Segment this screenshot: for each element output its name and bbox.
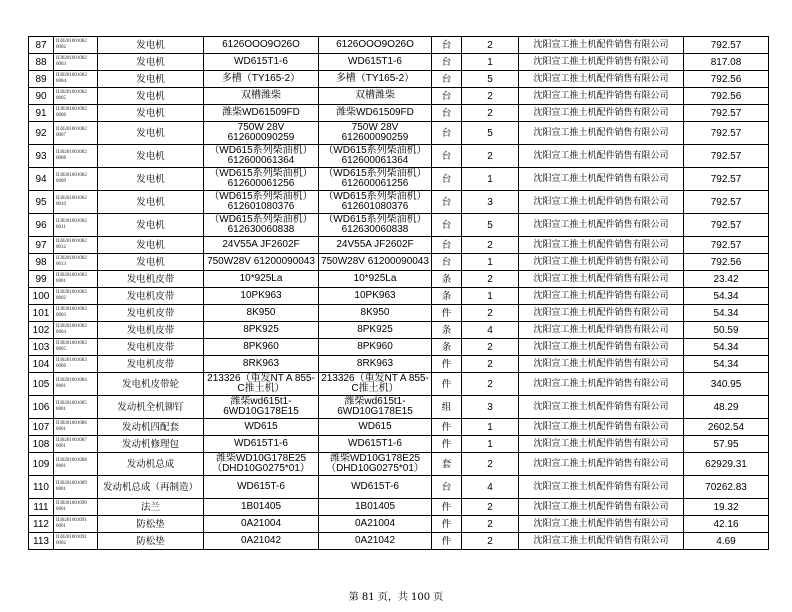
table-row xyxy=(29,254,769,271)
quantity-cell: 1 xyxy=(462,288,519,305)
spec-model-alt-cell: 多槽（TY165-2） xyxy=(319,71,432,88)
supplier-name-cell: 沈阳宣工推土机配件销售有限公司 xyxy=(519,214,684,237)
unit-cell: 条 xyxy=(432,339,462,356)
spec-model-cell: 多槽（TY165-2） xyxy=(204,71,319,88)
item-name-cell: 发电机 xyxy=(98,105,204,122)
row-number-cell: 91 xyxy=(29,105,54,122)
spec-model-alt-cell: 6126OOO9O26O xyxy=(319,37,432,54)
material-code-cell: II30201001083 0004 xyxy=(54,322,98,339)
table-row xyxy=(29,168,769,191)
table-body xyxy=(29,37,769,550)
spec-model-cell: 1B01405 xyxy=(204,499,319,516)
spec-model-cell: WD615T1-6 xyxy=(204,54,319,71)
supplier-name-cell: 沈阳宣工推土机配件销售有限公司 xyxy=(519,516,684,533)
table-row xyxy=(29,214,769,237)
supplier-name-cell: 沈阳宣工推土机配件销售有限公司 xyxy=(519,533,684,550)
spec-model-cell: 8RK963 xyxy=(204,356,319,373)
table-row xyxy=(29,191,769,214)
unit-price-cell: 54.34 xyxy=(684,339,769,356)
unit-cell: 件 xyxy=(432,419,462,436)
unit-price-cell: 792.57 xyxy=(684,237,769,254)
unit-price-cell: 42.16 xyxy=(684,516,769,533)
material-code-cell: II30201001089 0001 xyxy=(54,476,98,499)
supplier-name-cell: 沈阳宣工推土机配件销售有限公司 xyxy=(519,339,684,356)
unit-price-cell: 792.57 xyxy=(684,191,769,214)
row-number-cell: 89 xyxy=(29,71,54,88)
spec-model-alt-cell: WD615 xyxy=(319,419,432,436)
row-number-cell: 107 xyxy=(29,419,54,436)
row-number-cell: 95 xyxy=(29,191,54,214)
spec-model-alt-cell: 8PK925 xyxy=(319,322,432,339)
unit-price-cell: 792.56 xyxy=(684,88,769,105)
table-row xyxy=(29,476,769,499)
spec-model-alt-cell: 8K950 xyxy=(319,305,432,322)
unit-cell: 台 xyxy=(432,476,462,499)
table-row xyxy=(29,105,769,122)
material-code-cell: II30201001091 0001 xyxy=(54,516,98,533)
supplier-name-cell: 沈阳宣工推土机配件销售有限公司 xyxy=(519,453,684,476)
spec-model-cell: 潍柴wd615t1-6WD10G178E15 xyxy=(204,396,319,419)
spec-model-cell: WD615 xyxy=(204,419,319,436)
material-code-cell: II30201001082 0008 xyxy=(54,145,98,168)
spec-model-cell: 8PK960 xyxy=(204,339,319,356)
table-row xyxy=(29,54,769,71)
item-name-cell: 发电机 xyxy=(98,88,204,105)
row-number-cell: 101 xyxy=(29,305,54,322)
unit-cell: 台 xyxy=(432,88,462,105)
spec-model-cell: 8K950 xyxy=(204,305,319,322)
supplier-name-cell: 沈阳宣工推土机配件销售有限公司 xyxy=(519,237,684,254)
item-name-cell: 发电机皮带 xyxy=(98,288,204,305)
unit-cell: 条 xyxy=(432,322,462,339)
material-code-cell: II30201001082 0013 xyxy=(54,254,98,271)
quantity-cell: 2 xyxy=(462,37,519,54)
row-number-cell: 112 xyxy=(29,516,54,533)
spec-model-alt-cell: 潍柴WD10G178E25（DHD10G0275*01） xyxy=(319,453,432,476)
material-code-cell: II30201001087 0001 xyxy=(54,436,98,453)
item-name-cell: 发动机修理包 xyxy=(98,436,204,453)
supplier-name-cell: 沈阳宣工推土机配件销售有限公司 xyxy=(519,105,684,122)
spec-model-cell: 10PK963 xyxy=(204,288,319,305)
table-row xyxy=(29,322,769,339)
row-number-cell: 102 xyxy=(29,322,54,339)
quantity-cell: 4 xyxy=(462,476,519,499)
supplier-name-cell: 沈阳宣工推土机配件销售有限公司 xyxy=(519,122,684,145)
item-name-cell: 发电机 xyxy=(98,214,204,237)
supplier-name-cell: 沈阳宣工推土机配件销售有限公司 xyxy=(519,305,684,322)
quantity-cell: 2 xyxy=(462,305,519,322)
supplier-name-cell: 沈阳宣工推土机配件销售有限公司 xyxy=(519,436,684,453)
material-code-cell: II30201001090 0001 xyxy=(54,499,98,516)
supplier-name-cell: 沈阳宣工推土机配件销售有限公司 xyxy=(519,145,684,168)
spec-model-alt-cell: WD615T1-6 xyxy=(319,54,432,71)
spec-model-alt-cell: （WD615系列柴油机）612600061364 xyxy=(319,145,432,168)
unit-cell: 件 xyxy=(432,436,462,453)
spec-model-cell: （WD615系列柴油机）612601080376 xyxy=(204,191,319,214)
quantity-cell: 2 xyxy=(462,88,519,105)
material-code-cell: II30201001082 0009 xyxy=(54,168,98,191)
quantity-cell: 1 xyxy=(462,419,519,436)
quantity-cell: 2 xyxy=(462,237,519,254)
unit-price-cell: 54.34 xyxy=(684,288,769,305)
unit-price-cell: 70262.83 xyxy=(684,476,769,499)
spec-model-cell: （WD615系列柴油机）612600061364 xyxy=(204,145,319,168)
item-name-cell: 发动机总成 xyxy=(98,453,204,476)
unit-price-cell: 792.57 xyxy=(684,214,769,237)
supplier-name-cell: 沈阳宣工推土机配件销售有限公司 xyxy=(519,419,684,436)
spec-model-cell: 6126OOO9O26O xyxy=(204,37,319,54)
unit-price-cell: 54.34 xyxy=(684,356,769,373)
material-code-cell: II30201001083 0001 xyxy=(54,271,98,288)
material-code-cell: II30201001083 0005 xyxy=(54,339,98,356)
table-row xyxy=(29,237,769,254)
spec-model-cell: （WD615系列柴油机）612600061256 xyxy=(204,168,319,191)
item-name-cell: 发电机皮带 xyxy=(98,271,204,288)
row-number-cell: 93 xyxy=(29,145,54,168)
spec-model-cell: 潍柴WD10G178E25（DHD10G0275*01） xyxy=(204,453,319,476)
item-name-cell: 发电机 xyxy=(98,122,204,145)
material-code-cell: II30201001082 0011 xyxy=(54,214,98,237)
quantity-cell: 2 xyxy=(462,271,519,288)
material-code-cell: II30201001082 0004 xyxy=(54,71,98,88)
supplier-name-cell: 沈阳宣工推土机配件销售有限公司 xyxy=(519,373,684,396)
quantity-cell: 1 xyxy=(462,54,519,71)
material-code-cell: II30201001083 0002 xyxy=(54,288,98,305)
spec-model-alt-cell: 双槽潍柴 xyxy=(319,88,432,105)
unit-price-cell: 4.69 xyxy=(684,533,769,550)
spec-model-alt-cell: 1B01405 xyxy=(319,499,432,516)
unit-cell: 台 xyxy=(432,254,462,271)
quantity-cell: 2 xyxy=(462,453,519,476)
quantity-cell: 3 xyxy=(462,191,519,214)
material-code-cell: II30201001082 0007 xyxy=(54,122,98,145)
spec-model-cell: 750W28V 61200090043 xyxy=(204,254,319,271)
row-number-cell: 106 xyxy=(29,396,54,419)
item-name-cell: 防松垫 xyxy=(98,533,204,550)
item-name-cell: 防松垫 xyxy=(98,516,204,533)
quantity-cell: 1 xyxy=(462,168,519,191)
unit-price-cell: 54.34 xyxy=(684,305,769,322)
spec-model-alt-cell: 10*925La xyxy=(319,271,432,288)
material-code-cell: II30201001084 0001 xyxy=(54,373,98,396)
item-name-cell: 发电机 xyxy=(98,37,204,54)
row-number-cell: 87 xyxy=(29,37,54,54)
unit-cell: 套 xyxy=(432,453,462,476)
item-name-cell: 发电机皮带 xyxy=(98,305,204,322)
unit-price-cell: 48.29 xyxy=(684,396,769,419)
item-name-cell: 发电机 xyxy=(98,145,204,168)
table-row xyxy=(29,37,769,54)
unit-price-cell: 792.57 xyxy=(684,37,769,54)
unit-cell: 条 xyxy=(432,288,462,305)
spec-model-alt-cell: 8RK963 xyxy=(319,356,432,373)
quantity-cell: 2 xyxy=(462,516,519,533)
unit-price-cell: 57.95 xyxy=(684,436,769,453)
unit-cell: 台 xyxy=(432,214,462,237)
row-number-cell: 97 xyxy=(29,237,54,254)
supplier-name-cell: 沈阳宣工推土机配件销售有限公司 xyxy=(519,71,684,88)
parts-table xyxy=(28,36,769,550)
table-row xyxy=(29,453,769,476)
table-row xyxy=(29,288,769,305)
unit-price-cell: 817.08 xyxy=(684,54,769,71)
table-row xyxy=(29,396,769,419)
spec-model-cell: （WD615系列柴油机）612630060838 xyxy=(204,214,319,237)
unit-cell: 台 xyxy=(432,37,462,54)
quantity-cell: 5 xyxy=(462,71,519,88)
spec-model-alt-cell: WD615T-6 xyxy=(319,476,432,499)
parts-table-container xyxy=(28,36,769,550)
unit-cell: 台 xyxy=(432,145,462,168)
unit-price-cell: 792.57 xyxy=(684,105,769,122)
table-row xyxy=(29,436,769,453)
row-number-cell: 105 xyxy=(29,373,54,396)
spec-model-alt-cell: 8PK960 xyxy=(319,339,432,356)
spec-model-cell: WD615T-6 xyxy=(204,476,319,499)
spec-model-cell: 双槽潍柴 xyxy=(204,88,319,105)
unit-price-cell: 62929.31 xyxy=(684,453,769,476)
quantity-cell: 5 xyxy=(462,214,519,237)
row-number-cell: 108 xyxy=(29,436,54,453)
quantity-cell: 2 xyxy=(462,339,519,356)
quantity-cell: 1 xyxy=(462,254,519,271)
supplier-name-cell: 沈阳宣工推土机配件销售有限公司 xyxy=(519,54,684,71)
quantity-cell: 2 xyxy=(462,105,519,122)
row-number-cell: 88 xyxy=(29,54,54,71)
spec-model-alt-cell: 24V55A JF2602F xyxy=(319,237,432,254)
supplier-name-cell: 沈阳宣工推土机配件销售有限公司 xyxy=(519,476,684,499)
supplier-name-cell: 沈阳宣工推土机配件销售有限公司 xyxy=(519,288,684,305)
spec-model-alt-cell: （WD615系列柴油机）612630060838 xyxy=(319,214,432,237)
unit-price-cell: 340.95 xyxy=(684,373,769,396)
material-code-cell: II30201001082 0006 xyxy=(54,105,98,122)
unit-cell: 件 xyxy=(432,373,462,396)
table-row xyxy=(29,271,769,288)
unit-cell: 条 xyxy=(432,271,462,288)
row-number-cell: 103 xyxy=(29,339,54,356)
unit-cell: 台 xyxy=(432,191,462,214)
row-number-cell: 100 xyxy=(29,288,54,305)
item-name-cell: 发电机皮带 xyxy=(98,356,204,373)
unit-cell: 件 xyxy=(432,516,462,533)
spec-model-alt-cell: （WD615系列柴油机）612600061256 xyxy=(319,168,432,191)
spec-model-alt-cell: 750W28V 61200090043 xyxy=(319,254,432,271)
item-name-cell: 发电机皮带轮 xyxy=(98,373,204,396)
unit-cell: 组 xyxy=(432,396,462,419)
quantity-cell: 2 xyxy=(462,356,519,373)
supplier-name-cell: 沈阳宣工推土机配件销售有限公司 xyxy=(519,37,684,54)
material-code-cell: II30201001088 0001 xyxy=(54,453,98,476)
quantity-cell: 2 xyxy=(462,499,519,516)
row-number-cell: 99 xyxy=(29,271,54,288)
spec-model-cell: 0A21004 xyxy=(204,516,319,533)
spec-model-alt-cell: WD615T1-6 xyxy=(319,436,432,453)
page-footer: 第 81 页，共 100 页 xyxy=(348,592,444,603)
spec-model-alt-cell: 0A21042 xyxy=(319,533,432,550)
table-row xyxy=(29,516,769,533)
spec-model-cell: 24V55A JF2602F xyxy=(204,237,319,254)
spec-model-alt-cell: 213326（重发NT A 855-C推土机） xyxy=(319,373,432,396)
row-number-cell: 110 xyxy=(29,476,54,499)
row-number-cell: 96 xyxy=(29,214,54,237)
unit-price-cell: 792.56 xyxy=(684,71,769,88)
row-number-cell: 113 xyxy=(29,533,54,550)
spec-model-cell: 潍柴WD61509FD xyxy=(204,105,319,122)
table-row xyxy=(29,88,769,105)
material-code-cell: II30201001082 0003 xyxy=(54,54,98,71)
table-row xyxy=(29,499,769,516)
spec-model-alt-cell: （WD615系列柴油机）612601080376 xyxy=(319,191,432,214)
unit-cell: 台 xyxy=(432,54,462,71)
quantity-cell: 2 xyxy=(462,373,519,396)
unit-price-cell: 19.32 xyxy=(684,499,769,516)
spec-model-alt-cell: 0A21004 xyxy=(319,516,432,533)
unit-cell: 台 xyxy=(432,122,462,145)
row-number-cell: 94 xyxy=(29,168,54,191)
spec-model-cell: 10*925La xyxy=(204,271,319,288)
spec-model-alt-cell: 750W 28V 612600090259 xyxy=(319,122,432,145)
spec-model-cell: 213326（重发NT A 855-C推土机） xyxy=(204,373,319,396)
item-name-cell: 法兰 xyxy=(98,499,204,516)
item-name-cell: 发电机 xyxy=(98,254,204,271)
supplier-name-cell: 沈阳宣工推土机配件销售有限公司 xyxy=(519,191,684,214)
supplier-name-cell: 沈阳宣工推土机配件销售有限公司 xyxy=(519,356,684,373)
supplier-name-cell: 沈阳宣工推土机配件销售有限公司 xyxy=(519,88,684,105)
table-row xyxy=(29,533,769,550)
table-row xyxy=(29,356,769,373)
supplier-name-cell: 沈阳宣工推土机配件销售有限公司 xyxy=(519,322,684,339)
unit-cell: 台 xyxy=(432,237,462,254)
material-code-cell: II30201001082 0010 xyxy=(54,191,98,214)
supplier-name-cell: 沈阳宣工推土机配件销售有限公司 xyxy=(519,254,684,271)
row-number-cell: 104 xyxy=(29,356,54,373)
quantity-cell: 2 xyxy=(462,145,519,168)
unit-cell: 件 xyxy=(432,305,462,322)
unit-cell: 台 xyxy=(432,168,462,191)
item-name-cell: 发动机总成（再制造） xyxy=(98,476,204,499)
item-name-cell: 发动机全机铆钉 xyxy=(98,396,204,419)
unit-price-cell: 792.57 xyxy=(684,122,769,145)
item-name-cell: 发电机 xyxy=(98,237,204,254)
unit-cell: 件 xyxy=(432,356,462,373)
table-row xyxy=(29,373,769,396)
unit-cell: 台 xyxy=(432,71,462,88)
item-name-cell: 发电机 xyxy=(98,54,204,71)
unit-price-cell: 792.56 xyxy=(684,254,769,271)
item-name-cell: 发电机皮带 xyxy=(98,339,204,356)
spec-model-alt-cell: 潍柴wd615t1-6WD10G178E15 xyxy=(319,396,432,419)
unit-cell: 件 xyxy=(432,499,462,516)
material-code-cell: II30201001082 0005 xyxy=(54,88,98,105)
material-code-cell: II30201001082 0002 xyxy=(54,37,98,54)
unit-price-cell: 2602.54 xyxy=(684,419,769,436)
unit-cell: 件 xyxy=(432,533,462,550)
row-number-cell: 90 xyxy=(29,88,54,105)
material-code-cell: II30201001085 0001 xyxy=(54,396,98,419)
supplier-name-cell: 沈阳宣工推土机配件销售有限公司 xyxy=(519,396,684,419)
item-name-cell: 发电机 xyxy=(98,191,204,214)
quantity-cell: 5 xyxy=(462,122,519,145)
supplier-name-cell: 沈阳宣工推土机配件销售有限公司 xyxy=(519,499,684,516)
material-code-cell: II30201001083 0003 xyxy=(54,305,98,322)
item-name-cell: 发电机 xyxy=(98,168,204,191)
unit-cell: 台 xyxy=(432,105,462,122)
table-row xyxy=(29,419,769,436)
table-row xyxy=(29,339,769,356)
item-name-cell: 发动机四配套 xyxy=(98,419,204,436)
row-number-cell: 111 xyxy=(29,499,54,516)
item-name-cell: 发电机皮带 xyxy=(98,322,204,339)
supplier-name-cell: 沈阳宣工推土机配件销售有限公司 xyxy=(519,168,684,191)
quantity-cell: 4 xyxy=(462,322,519,339)
table-row xyxy=(29,71,769,88)
table-row xyxy=(29,305,769,322)
spec-model-cell: WD615T1-6 xyxy=(204,436,319,453)
spec-model-alt-cell: 10PK963 xyxy=(319,288,432,305)
row-number-cell: 92 xyxy=(29,122,54,145)
unit-price-cell: 792.57 xyxy=(684,168,769,191)
quantity-cell: 2 xyxy=(462,533,519,550)
material-code-cell: II30201001091 0002 xyxy=(54,533,98,550)
row-number-cell: 109 xyxy=(29,453,54,476)
unit-price-cell: 23.42 xyxy=(684,271,769,288)
unit-price-cell: 792.57 xyxy=(684,145,769,168)
item-name-cell: 发电机 xyxy=(98,71,204,88)
row-number-cell: 98 xyxy=(29,254,54,271)
spec-model-cell: 0A21042 xyxy=(204,533,319,550)
spec-model-cell: 750W 28V 612600090259 xyxy=(204,122,319,145)
spec-model-cell: 8PK925 xyxy=(204,322,319,339)
material-code-cell: II30201001083 0006 xyxy=(54,356,98,373)
material-code-cell: II30201001082 0012 xyxy=(54,237,98,254)
table-row xyxy=(29,122,769,145)
spec-model-alt-cell: 潍柴WD61509FD xyxy=(319,105,432,122)
quantity-cell: 3 xyxy=(462,396,519,419)
quantity-cell: 1 xyxy=(462,436,519,453)
unit-price-cell: 50.59 xyxy=(684,322,769,339)
material-code-cell: II30201001086 0001 xyxy=(54,419,98,436)
supplier-name-cell: 沈阳宣工推土机配件销售有限公司 xyxy=(519,271,684,288)
table-row xyxy=(29,145,769,168)
